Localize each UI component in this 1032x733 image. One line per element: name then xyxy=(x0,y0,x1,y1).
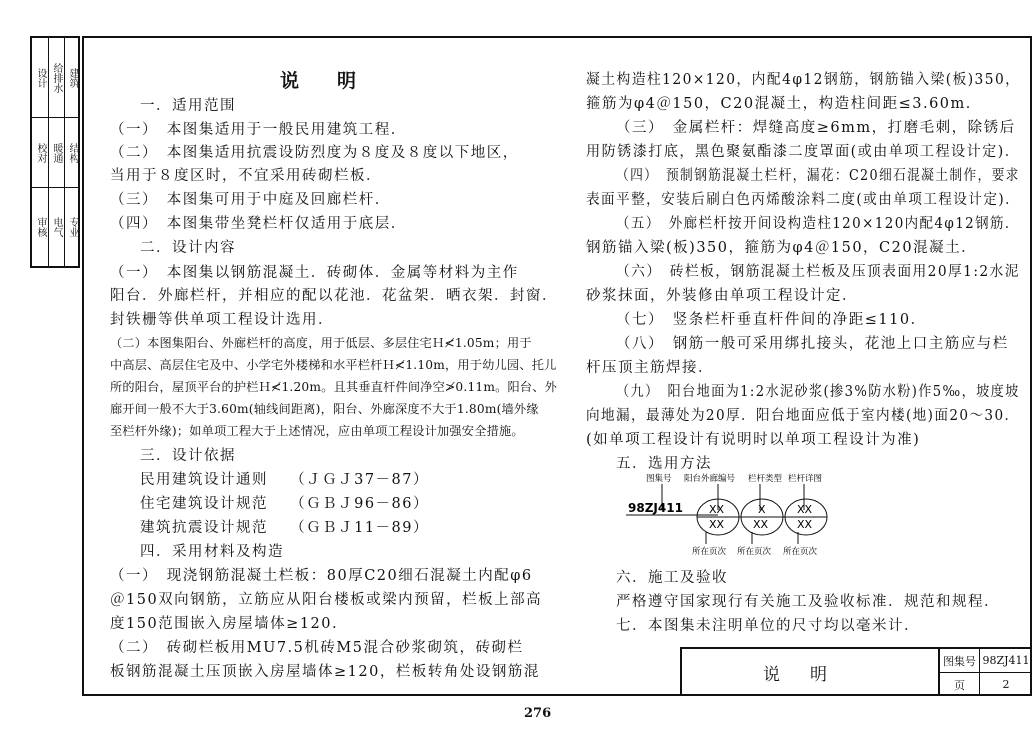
text-line: 阳台．外廊栏杆，并相应的配以花池．花盆架．晒衣架．封窗． xyxy=(110,288,558,304)
page-value: 2 xyxy=(1002,678,1010,691)
diagram-label: 阳台外廊编号 xyxy=(684,474,736,484)
text-line: 所的阳台，屋顶平台的护栏Ｈ≮1.20m。且其垂直杆件间净空≯0.11m。阳台、外 xyxy=(110,380,558,394)
text-line: （一） 现浇钢筋混凝土栏板：80厚C20细石混凝土内配φ6 xyxy=(110,568,533,584)
side-cell: 校对 xyxy=(32,118,48,188)
diagram-label: 栏杆类型 xyxy=(748,474,783,484)
diagram-page-ref: 所在页次 xyxy=(737,547,772,557)
text-line: 板钢筋混凝土压顶嵌入房屋墙体≥120，栏板转角处设钢筋混 xyxy=(110,664,540,680)
text-line: 箍筋为φ4＠150，C20混凝土，构造柱间距≤3.60m． xyxy=(586,96,982,112)
text-line: （六） 砖栏板，钢筋混凝土栏板及压顶表面用20厚1:2水泥 xyxy=(616,264,1020,280)
diagram-upper: XX xyxy=(797,503,813,516)
diagram-label: 图集号 xyxy=(646,474,672,484)
text-line: （四） 本图集带坐凳栏杆仅适用于底层． xyxy=(110,216,407,232)
side-cell: 审核 xyxy=(35,217,46,237)
text-line: 至栏杆外缘)；如单项工程大于上述情况，应由单项工程设计加强安全措施。 xyxy=(110,424,524,438)
text-line: 建筑抗震设计规范 （ＧＢＪ11－89） xyxy=(140,520,430,536)
text-line: 严格遵守国家现行有关施工及验收标准．规范和规程． xyxy=(616,594,1000,610)
side-cell: 给排水 xyxy=(48,38,64,118)
diagram-upper: X xyxy=(758,503,766,516)
diagram-code: 98ZJ411 xyxy=(628,501,683,515)
text-line: （四） 预制钢筋混凝土栏杆，漏花：C20细石混凝土制作，要求 xyxy=(616,168,1020,184)
text-line: （二）本图集阳台、外廊栏杆的高度，用于低层、多层住宅Ｈ≮1.05m；用于 xyxy=(110,336,532,350)
diagram-page-ref: 所在页次 xyxy=(783,547,818,557)
text-line: (如单项工程设计有说明时以单项工程设计为准) xyxy=(586,432,921,448)
side-cell: 结构 xyxy=(64,118,80,188)
text-line: 用防锈漆打底，黑色聚氨酯漆二度罩面(或由单项工程设计定)． xyxy=(586,144,1021,160)
page-title: 说明 xyxy=(280,70,395,92)
page-number: 276 xyxy=(524,706,552,721)
side-cell: 设计 xyxy=(32,38,48,118)
diagram-lower: XX xyxy=(753,518,769,531)
text-line: 廊开间一般不大于3.60m(轴线间距离)，阳台、外廊深度不大于1.80m(墙外缘 xyxy=(110,402,539,416)
selection-method-diagram xyxy=(626,470,856,560)
text-line: （三） 本图集可用于中庭及回廊栏杆． xyxy=(110,192,391,208)
text-line: 五．选用方法 xyxy=(616,456,712,472)
diagram-label: 栏杆详图 xyxy=(788,474,823,484)
text-line: 住宅建筑设计规范 （ＧＢＪ96－86） xyxy=(140,496,430,512)
text-line: 砂浆抹面，外装修由单项工程设计定． xyxy=(586,288,858,304)
side-signature-strip xyxy=(30,36,80,268)
text-line: 封铁栅等供单项工程设计选用． xyxy=(110,312,334,328)
diagram-upper: XX xyxy=(709,503,725,516)
atlas-number-value: 98ZJ411 xyxy=(980,649,1032,673)
side-cell: 电气 xyxy=(51,217,62,237)
title-block-name: 说明 xyxy=(682,649,940,696)
text-line: （五） 外廊栏杆按开间设构造柱120×120内配4φ12钢筋． xyxy=(616,216,1020,232)
diagram-lower: XX xyxy=(797,518,813,531)
text-line: （一） 本图集适用于一般民用建筑工程． xyxy=(110,122,407,138)
text-line: 二．设计内容 xyxy=(140,240,236,256)
page-label: 页 xyxy=(940,673,980,696)
side-cell: 暖通 xyxy=(48,118,64,188)
text-line: 七．本图集未注明单位的尺寸均以毫米计． xyxy=(616,618,920,634)
text-line: 凝土构造柱120×120，内配4φ12钢筋，钢筋锚入梁(板)350， xyxy=(586,72,1021,88)
text-line: （七） 竖条栏杆垂直杆件间的净距≤110． xyxy=(616,312,927,328)
text-line: 当用于８度区时，不宜采用砖砌栏板． xyxy=(110,168,382,184)
diagram-lower: XX xyxy=(709,518,725,531)
atlas-number-label: 图集号 xyxy=(940,649,980,673)
side-cell: 专业 xyxy=(67,217,78,237)
text-line: （八） 钢筋一般可采用绑扎接头，花池上口主筋应与栏 xyxy=(616,336,1009,352)
text-line: 四．采用材料及构造 xyxy=(140,544,284,560)
text-line: （二） 砖砌栏板用MU7.5机砖M5混合砂浆砌筑，砖砌栏 xyxy=(110,640,524,656)
text-line: 民用建筑设计通则 （ＪＧＪ37－87） xyxy=(140,472,430,488)
title-block xyxy=(680,647,1032,696)
text-line: 杆压顶主筋焊接． xyxy=(586,360,714,376)
diagram-page-ref: 所在页次 xyxy=(692,547,727,557)
text-line: 一．适用范围 xyxy=(140,98,236,114)
text-line: 度150范围嵌入房屋墙体≥120. xyxy=(110,616,339,632)
text-line: 表面平整，安装后刷白色丙烯酸涂料二度(或由单项工程设计定)． xyxy=(586,192,1021,208)
text-line: 三．设计依据 xyxy=(140,448,236,464)
text-line: （二） 本图集适用抗震设防烈度为８度及８度以下地区， xyxy=(110,145,519,161)
text-line: （三） 金属栏杆：焊缝高度≥6mm，打磨毛刺，除锈后 xyxy=(616,120,1016,136)
text-line: ＠150双向钢筋，立筋应从阳台楼板或梁内预留，栏板上部高 xyxy=(110,592,543,608)
text-line: （一） 本图集以钢筋混凝土．砖砌体．金属等材料为主作 xyxy=(110,265,519,281)
text-line: 钢筋锚入梁(板)350，箍筋为φ4＠150，C20混凝土． xyxy=(586,240,978,256)
text-line: 向地漏，最薄处为20厚．阳台地面应低于室内楼(地)面20～30． xyxy=(586,408,1020,424)
text-line: （九） 阳台地面为1:2水泥砂浆(掺3%防水粉)作5‰，坡度坡 xyxy=(616,384,1020,400)
text-line: 中高层、高层住宅及中、小学宅外楼梯和水平栏杆Ｈ≮1.10m，用于幼儿园、托儿 xyxy=(110,358,557,372)
text-line: 六．施工及验收 xyxy=(616,570,728,586)
side-cell: 建筑 xyxy=(64,38,80,118)
